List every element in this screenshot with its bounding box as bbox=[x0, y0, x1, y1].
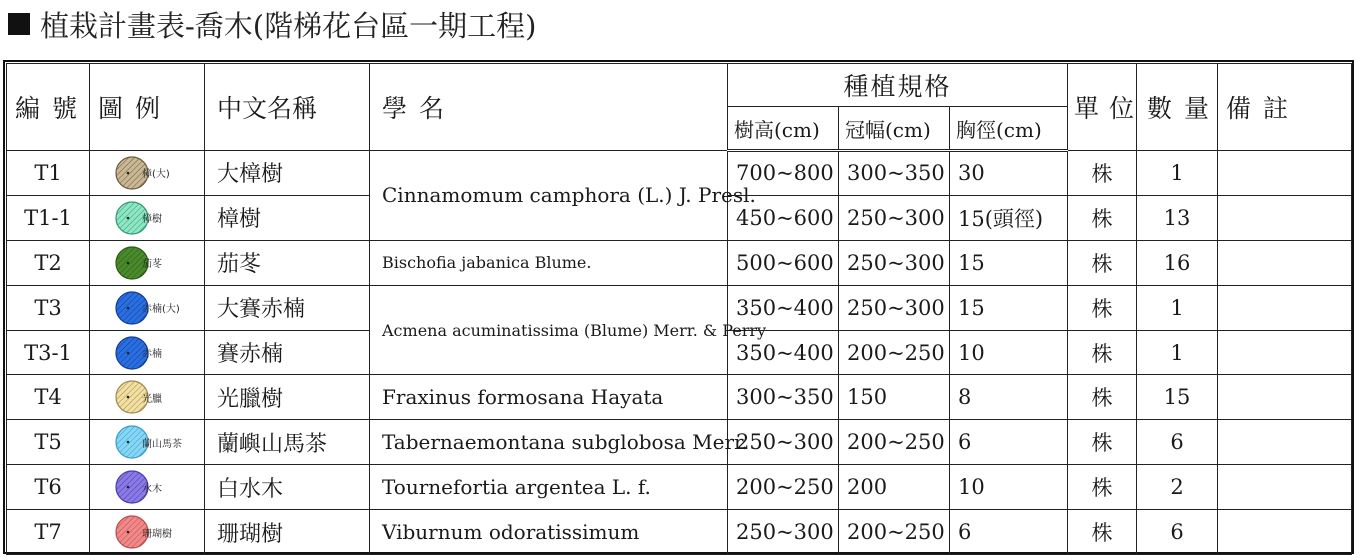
header-crown-width: 冠幅(cm) bbox=[839, 107, 950, 151]
header-chinese-name: 中文名稱 bbox=[205, 64, 370, 151]
legend-symbol bbox=[114, 245, 204, 281]
legend-cell bbox=[90, 375, 205, 420]
tree-height: 500~600 bbox=[728, 240, 839, 285]
quantity: 1 bbox=[1137, 285, 1218, 330]
unit: 株 bbox=[1068, 510, 1137, 555]
header-no: 編 號 bbox=[7, 64, 90, 151]
crown-width: 300~350 bbox=[839, 151, 950, 196]
scientific-name: Viburnum odoratissimum bbox=[370, 510, 728, 555]
row-id: T3 bbox=[7, 285, 90, 330]
quantity: 6 bbox=[1137, 510, 1218, 555]
legend-label: 赤楠(大) bbox=[142, 304, 180, 316]
dbh: 10 bbox=[950, 465, 1068, 510]
quantity: 16 bbox=[1137, 240, 1218, 285]
legend-symbol bbox=[114, 200, 204, 236]
legend-cell bbox=[90, 330, 205, 375]
tree-height: 350~400 bbox=[728, 285, 839, 330]
legend-cell bbox=[90, 465, 205, 510]
dbh: 8 bbox=[950, 375, 1068, 420]
row-id: T7 bbox=[7, 510, 90, 555]
legend-label: 赤楠 bbox=[142, 349, 162, 360]
quantity: 1 bbox=[1137, 330, 1218, 375]
legend-label: 水木 bbox=[142, 483, 162, 495]
row-id: T4 bbox=[7, 375, 90, 420]
legend-label: 樟樹 bbox=[142, 214, 162, 226]
planting-schedule-table bbox=[6, 63, 1352, 555]
chinese-name: 珊瑚樹 bbox=[205, 510, 370, 555]
note bbox=[1218, 151, 1352, 196]
unit: 株 bbox=[1068, 195, 1137, 240]
chinese-name: 茄苳 bbox=[205, 240, 370, 285]
unit: 株 bbox=[1068, 375, 1137, 420]
legend-symbol bbox=[114, 155, 204, 191]
chinese-name: 大賽赤楠 bbox=[205, 285, 370, 330]
note bbox=[1218, 330, 1352, 375]
quantity: 2 bbox=[1137, 465, 1218, 510]
header-quantity: 數 量 bbox=[1137, 64, 1218, 151]
header-note: 備 註 bbox=[1218, 64, 1352, 151]
table-row bbox=[7, 420, 1352, 465]
legend-cell bbox=[90, 195, 205, 240]
row-id: T1 bbox=[7, 151, 90, 196]
dbh: 15 bbox=[950, 240, 1068, 285]
crown-width: 200~250 bbox=[839, 420, 950, 465]
dbh: 15 bbox=[950, 285, 1068, 330]
unit: 株 bbox=[1068, 465, 1137, 510]
unit: 株 bbox=[1068, 240, 1137, 285]
row-id: T3-1 bbox=[7, 330, 90, 375]
header-dbh: 胸徑(cm) bbox=[950, 107, 1068, 151]
note bbox=[1218, 510, 1352, 555]
legend-cell bbox=[90, 151, 205, 196]
table-row bbox=[7, 510, 1352, 555]
unit: 株 bbox=[1068, 151, 1137, 196]
scientific-name: Tournefortia argentea L. f. bbox=[370, 465, 728, 510]
scientific-name: Acmena acuminatissima (Blume) Merr. & Perry bbox=[370, 285, 728, 375]
chinese-name: 大樟樹 bbox=[205, 151, 370, 196]
tree-height: 200~250 bbox=[728, 465, 839, 510]
unit: 株 bbox=[1068, 285, 1137, 330]
crown-width: 200~250 bbox=[839, 510, 950, 555]
scientific-name: Tabernaemontana subglobosa Merr. bbox=[370, 420, 728, 465]
legend-symbol bbox=[114, 469, 204, 505]
quantity: 1 bbox=[1137, 151, 1218, 196]
legend-symbol bbox=[114, 424, 204, 460]
table-row bbox=[7, 465, 1352, 510]
crown-width: 250~300 bbox=[839, 285, 950, 330]
header-scientific-name: 學 名 bbox=[370, 64, 728, 151]
table-row bbox=[7, 285, 1352, 330]
tree-height: 300~350 bbox=[728, 375, 839, 420]
legend-symbol bbox=[114, 514, 204, 550]
title-text: 植栽計畫表-喬木(階梯花台區一期工程) bbox=[40, 8, 537, 43]
dbh: 15(頭徑) bbox=[950, 195, 1068, 240]
legend-symbol bbox=[114, 379, 204, 415]
legend-label: 蘭山馬茶 bbox=[142, 438, 182, 450]
note bbox=[1218, 465, 1352, 510]
chinese-name: 光臘樹 bbox=[205, 375, 370, 420]
quantity: 13 bbox=[1137, 195, 1218, 240]
tree-height: 450~600 bbox=[728, 195, 839, 240]
tree-height: 350~400 bbox=[728, 330, 839, 375]
legend-label: 光臘 bbox=[142, 393, 162, 405]
crown-width: 200~250 bbox=[839, 330, 950, 375]
note bbox=[1218, 240, 1352, 285]
header-unit: 單 位 bbox=[1068, 64, 1137, 151]
square-bullet-icon bbox=[8, 13, 30, 35]
dbh: 6 bbox=[950, 510, 1068, 555]
header-tree-height: 樹高(cm) bbox=[728, 107, 839, 151]
table-row bbox=[7, 240, 1352, 285]
note bbox=[1218, 195, 1352, 240]
crown-width: 150 bbox=[839, 375, 950, 420]
unit: 株 bbox=[1068, 330, 1137, 375]
legend-cell bbox=[90, 420, 205, 465]
row-id: T5 bbox=[7, 420, 90, 465]
chinese-name: 白水木 bbox=[205, 465, 370, 510]
header-planting-spec: 種植規格 bbox=[728, 64, 1068, 107]
legend-cell bbox=[90, 285, 205, 330]
tree-height: 700~800 bbox=[728, 151, 839, 196]
table-row bbox=[7, 375, 1352, 420]
legend-symbol bbox=[114, 290, 204, 326]
tree-height: 250~300 bbox=[728, 510, 839, 555]
crown-width: 200 bbox=[839, 465, 950, 510]
scientific-name: Fraxinus formosana Hayata bbox=[370, 375, 728, 420]
crown-width: 250~300 bbox=[839, 195, 950, 240]
quantity: 6 bbox=[1137, 420, 1218, 465]
legend-symbol bbox=[114, 335, 204, 371]
chinese-name: 蘭嶼山馬茶 bbox=[205, 420, 370, 465]
dbh: 30 bbox=[950, 151, 1068, 196]
page-title bbox=[8, 2, 536, 46]
legend-cell bbox=[90, 510, 205, 555]
legend-label: 茄苳 bbox=[142, 259, 162, 271]
table-row bbox=[7, 151, 1352, 196]
crown-width: 250~300 bbox=[839, 240, 950, 285]
row-id: T2 bbox=[7, 240, 90, 285]
dbh: 6 bbox=[950, 420, 1068, 465]
tree-height: 250~300 bbox=[728, 420, 839, 465]
legend-label: 樟(大) bbox=[142, 169, 170, 181]
legend-label: 珊瑚樹 bbox=[142, 528, 172, 540]
note bbox=[1218, 375, 1352, 420]
note bbox=[1218, 420, 1352, 465]
chinese-name: 賽赤楠 bbox=[205, 330, 370, 375]
scientific-name: Bischofia jabanica Blume. bbox=[370, 240, 728, 285]
dbh: 10 bbox=[950, 330, 1068, 375]
header-legend: 圖 例 bbox=[90, 64, 205, 151]
quantity: 15 bbox=[1137, 375, 1218, 420]
legend-cell bbox=[90, 240, 205, 285]
row-id: T6 bbox=[7, 465, 90, 510]
row-id: T1-1 bbox=[7, 195, 90, 240]
unit: 株 bbox=[1068, 420, 1137, 465]
scientific-name: Cinnamomum camphora (L.) J. Presl. bbox=[370, 151, 728, 241]
note bbox=[1218, 285, 1352, 330]
chinese-name: 樟樹 bbox=[205, 195, 370, 240]
